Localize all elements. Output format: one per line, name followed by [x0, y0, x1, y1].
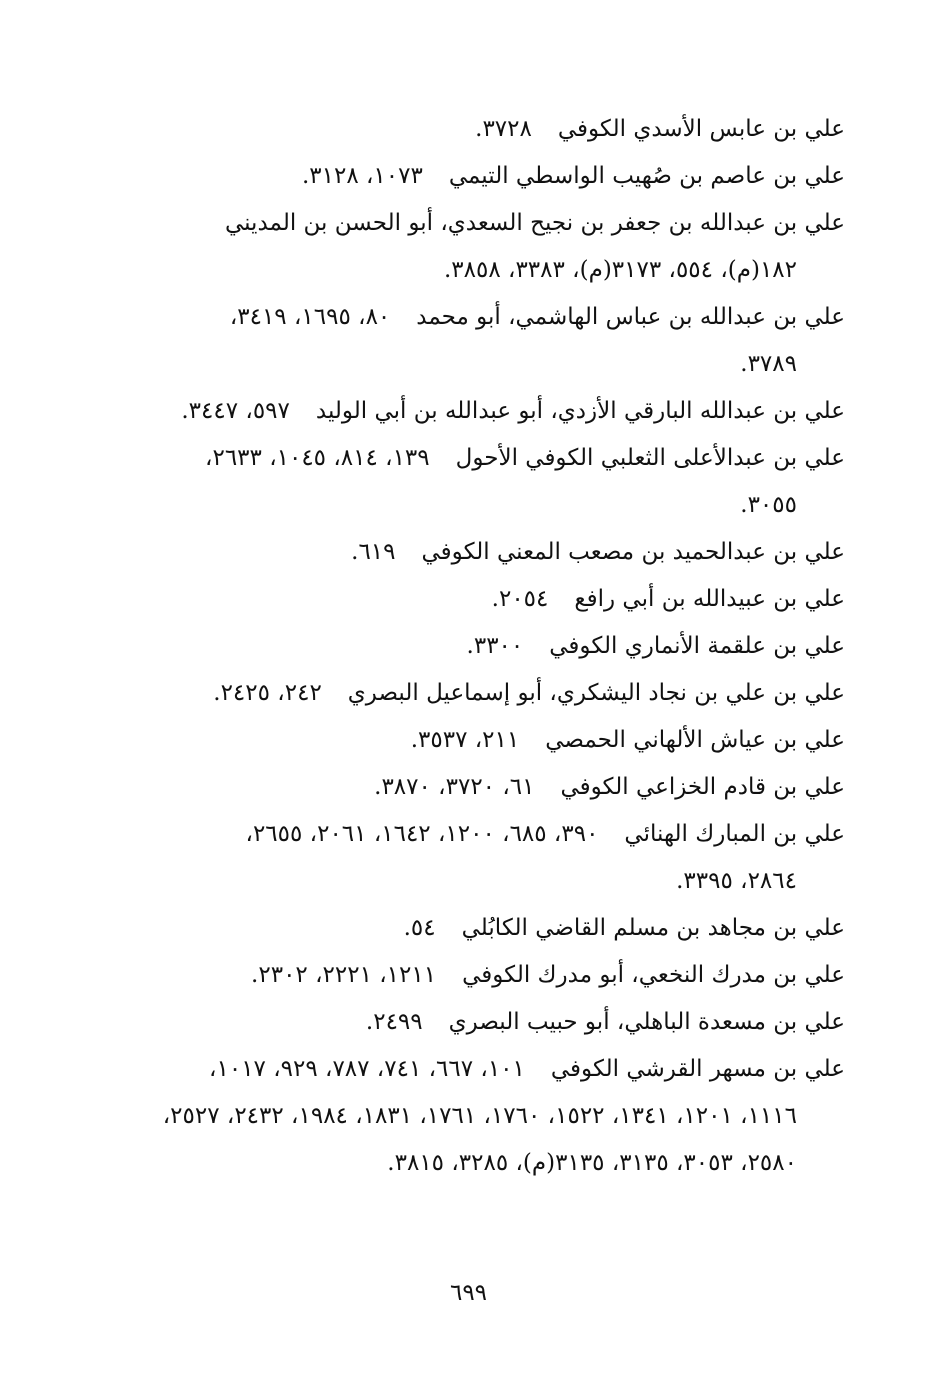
- index-entry: [145, 905, 845, 952]
- entry-references-continued: ١١١٦، ١٢٠١، ١٣٤١، ١٥٢٢، ١٧٦٠، ١٧٦١، ١٨٣١، ١٩٨٤، ٢٤٣٢، ٢٥٢٧، ٢٥٨٠، ٣٠٥٣، ٣١٣٥، ٣١٣٥(م)، ٣٢٨٥، ٣٨١٥.: [162, 1103, 797, 1176]
- entry-references: ٨٠، ١٦٩٥، ٣٤١٩،: [229, 304, 391, 330]
- entry-name: علي بن مسعدة الباهلي، أبو حبيب البصري: [448, 1009, 845, 1035]
- entry-name: علي بن المبارك الهنائي: [624, 821, 845, 847]
- index-entry: [145, 153, 845, 200]
- index-entry: [145, 811, 845, 905]
- entry-references-continued: ٣٠٥٥.: [740, 492, 797, 518]
- index-entry: [145, 529, 845, 576]
- entry-references: ٣٣٠٠.: [466, 633, 524, 659]
- entry-references: ٢٠٥٤.: [491, 586, 549, 612]
- entry-references: ٢١١، ٣٥٣٧.: [410, 727, 520, 753]
- entry-references-continued: ١٨٢(م)، ٥٥٤، ٣١٧٣(م)، ٣٣٨٣، ٣٨٥٨.: [443, 257, 797, 283]
- entry-references-continued: ٣٧٨٩.: [740, 351, 797, 377]
- entry-name: علي بن مجاهد بن مسلم القاضي الكابُلي: [461, 915, 845, 941]
- entry-name: علي بن عبدالأعلى الثعلبي الكوفي الأحول: [455, 445, 845, 471]
- entry-references: ١٣٩، ٨١٤، ١٠٤٥، ٢٦٣٣،: [205, 445, 430, 471]
- entry-name: علي بن علقمة الأنماري الكوفي: [549, 633, 845, 659]
- index-entry: [145, 623, 845, 670]
- index-entry: [145, 388, 845, 435]
- entry-name: علي بن عبدالله بن جعفر بن نجيح السعدي، أبو الحسن بن المديني: [224, 210, 845, 236]
- entry-references: ٣٩٠، ٦٨٥، ١٢٠٠، ١٦٤٢، ٢٠٦١، ٢٦٥٥،: [245, 821, 599, 847]
- entry-name: علي بن عبيدالله بن أبي رافع: [574, 586, 845, 612]
- entry-references: ١٢١١، ٢٢٢١، ٢٣٠٢.: [251, 962, 437, 988]
- index-entry: [145, 106, 845, 153]
- entry-references: ٢٤٩٩.: [365, 1009, 423, 1035]
- entry-references-continued: ٢٨٦٤، ٣٣٩٥.: [676, 868, 797, 894]
- entry-references: ٢٤٢، ٢٤٢٥.: [213, 680, 322, 706]
- page-number: ٦٩٩: [449, 1280, 488, 1306]
- index-entry: [145, 1046, 845, 1187]
- index-entry: [145, 764, 845, 811]
- entry-references: ١٠١، ٦٦٧، ٧٤١، ٧٨٧، ٩٢٩، ١٠١٧،: [209, 1056, 525, 1082]
- entry-references: ١٠٧٣، ٣١٢٨.: [301, 163, 423, 189]
- entry-name: علي بن عبدالله البارقي الأزدي، أبو عبدالله بن أبي الوليد: [315, 398, 845, 424]
- entry-name: علي بن علي بن نجاد اليشكري، أبو إسماعيل البصري: [347, 680, 845, 706]
- entry-name: علي بن عبدالله بن عباس الهاشمي، أبو محمد: [416, 304, 845, 330]
- entry-name: علي بن مدرك النخعي، أبو مدرك الكوفي: [462, 962, 845, 988]
- entry-references: ٦١٩.: [351, 539, 396, 565]
- entry-references: ٦١، ٣٧٢٠، ٣٨٧٠.: [374, 774, 535, 800]
- index-entry: [145, 294, 845, 388]
- entry-name: علي بن عبدالحميد بن مصعب المعني الكوفي: [421, 539, 845, 565]
- entry-name: علي بن عاصم بن صُهيب الواسطي التيمي: [448, 163, 845, 189]
- entry-name: علي بن عياش الألهاني الحمصي: [545, 727, 845, 753]
- index-entry: [145, 670, 845, 717]
- entry-name: علي بن قادم الخزاعي الكوفي: [560, 774, 845, 800]
- entry-references: ٥٤.: [403, 915, 436, 941]
- index-entry: [145, 999, 845, 1046]
- entry-name: علي بن عابس الأسدي الكوفي: [557, 116, 845, 142]
- index-entry: [145, 200, 845, 294]
- index-entry: [145, 576, 845, 623]
- index-entry: [145, 717, 845, 764]
- entry-references: ٣٧٢٨.: [475, 116, 532, 142]
- index-entry: [145, 952, 845, 999]
- index-entry: [145, 435, 845, 529]
- index-entries: [145, 106, 845, 1187]
- entry-name: علي بن مسهر القرشي الكوفي: [550, 1056, 845, 1082]
- entry-references: ٥٩٧، ٣٤٤٧.: [181, 398, 290, 424]
